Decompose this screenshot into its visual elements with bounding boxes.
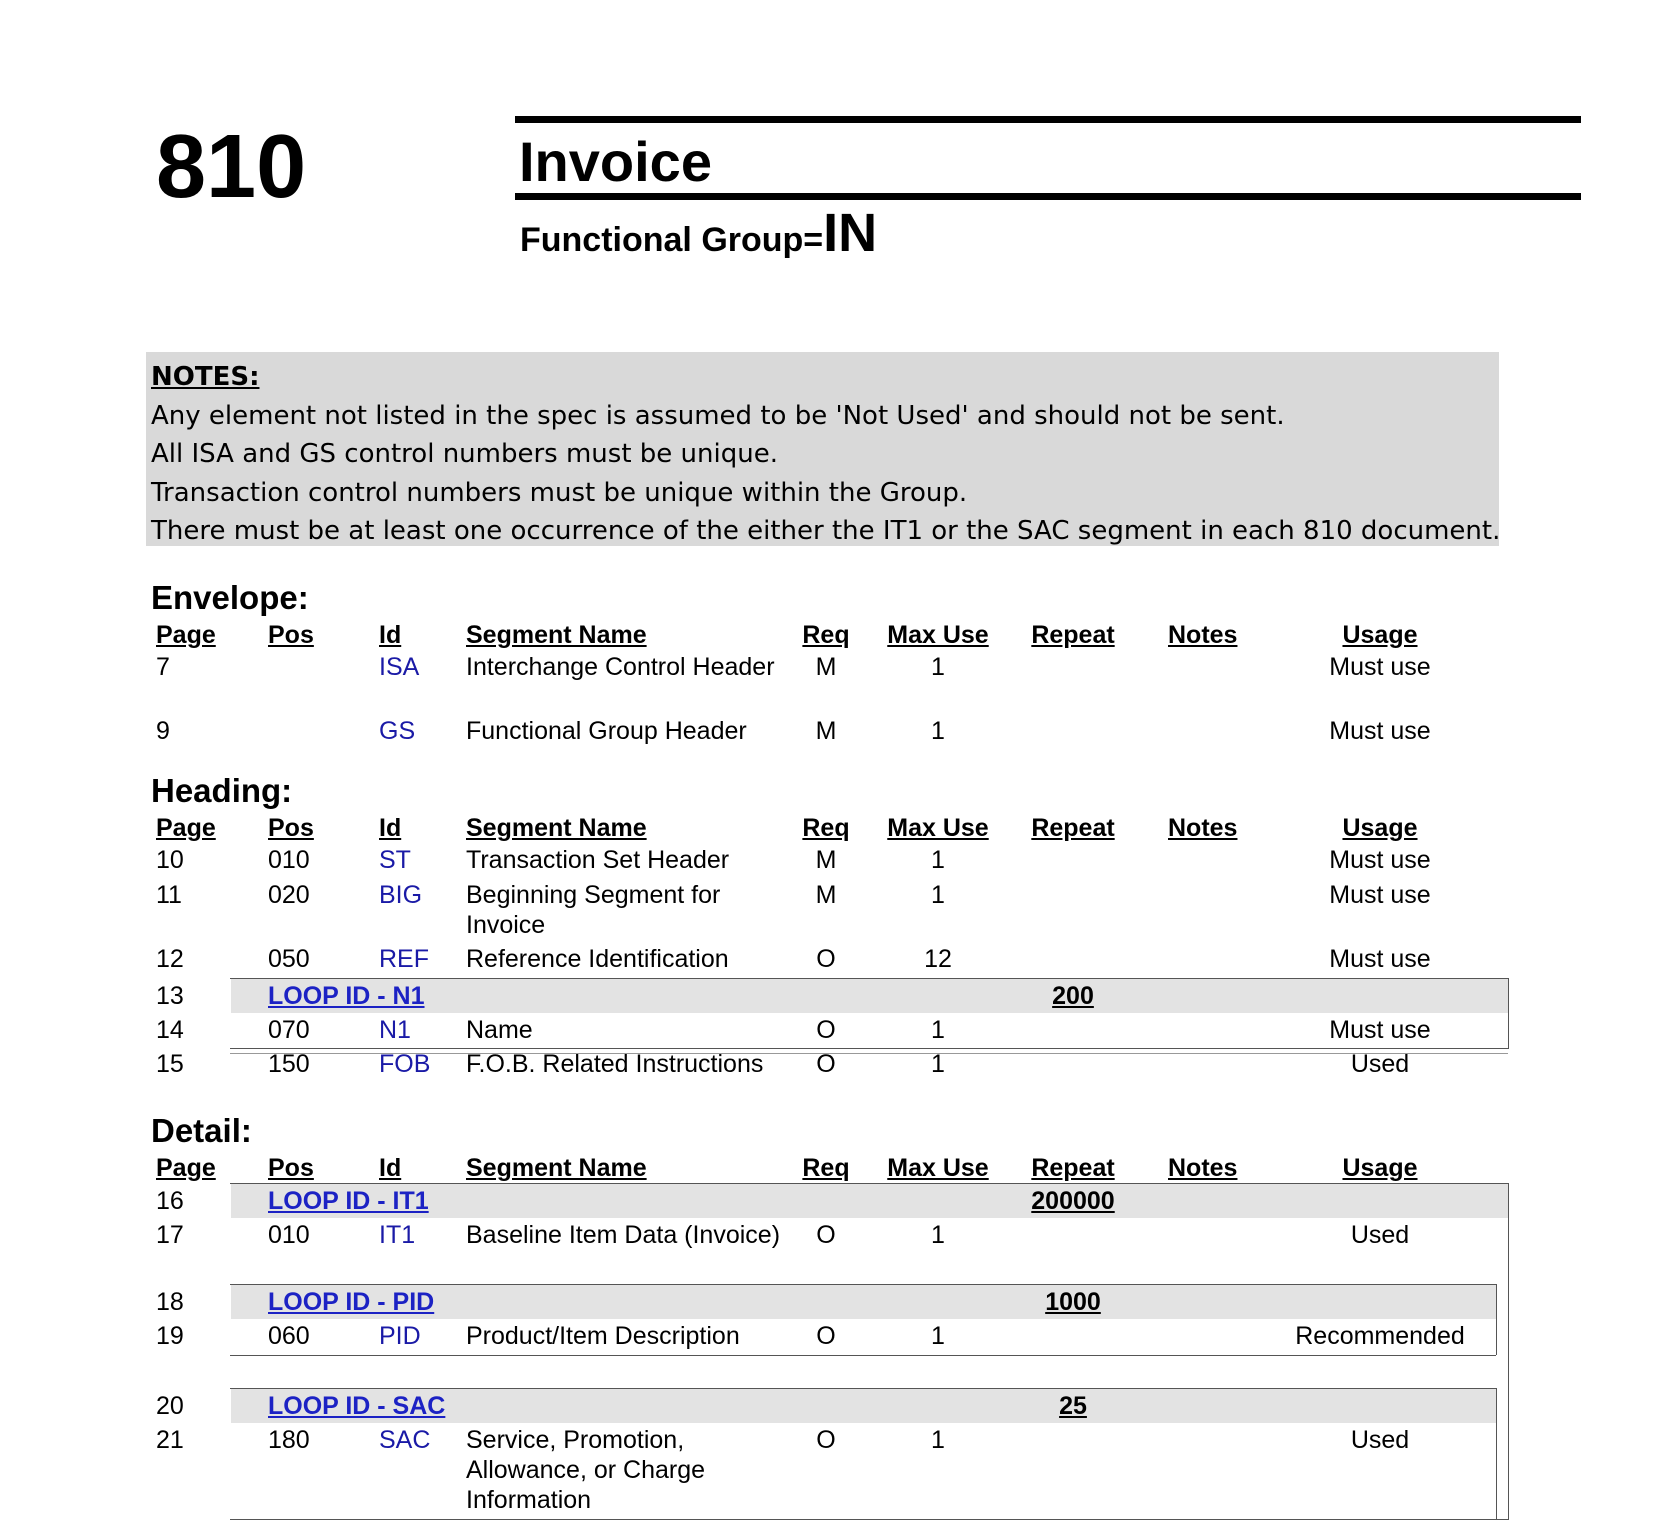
row-page: 13 (156, 982, 184, 1010)
loop-id-pid-link[interactable]: LOOP ID - PID (268, 1288, 435, 1316)
row-req: O (816, 1221, 836, 1249)
section-title-envelope: Envelope: (151, 579, 309, 616)
col-pos: Pos (268, 1154, 314, 1182)
table-row (0, 1321, 1677, 1351)
row-id-link[interactable]: ST (379, 846, 411, 874)
row-max-use: 1 (931, 1016, 945, 1044)
loop-border (1508, 978, 1509, 1049)
row-id-link[interactable]: IT1 (379, 1221, 416, 1249)
col-segment-name: Segment Name (466, 1154, 647, 1182)
row-page: 11 (156, 881, 182, 909)
row-id-link[interactable]: SAC (379, 1426, 431, 1454)
notes-title: NOTES: (151, 362, 260, 392)
row-max-use: 1 (931, 717, 945, 745)
col-max-use: Max Use (887, 1154, 989, 1182)
col-page: Page (156, 1154, 216, 1182)
row-id-link[interactable]: BIG (379, 881, 423, 909)
row-segment-name: F.O.B. Related Instructions (466, 1050, 764, 1078)
section-title-detail: Detail: (151, 1112, 252, 1149)
loop-row (0, 1287, 1677, 1317)
row-max-use: 1 (931, 1322, 945, 1350)
col-max-use: Max Use (887, 621, 989, 649)
col-req: Req (802, 814, 850, 842)
col-id: Id (379, 621, 402, 649)
row-page: 16 (156, 1187, 184, 1215)
row-max-use: 12 (924, 945, 952, 973)
row-usage: Used (1350, 1050, 1410, 1078)
row-usage: Used (1350, 1426, 1410, 1454)
functional-group (520, 203, 878, 263)
col-id: Id (379, 1154, 402, 1182)
row-segment-name: Name (466, 1016, 533, 1044)
col-id: Id (379, 814, 402, 842)
row-usage: Must use (1329, 881, 1431, 909)
table-row (0, 1015, 1677, 1045)
row-req: O (816, 945, 836, 973)
row-max-use: 1 (931, 1221, 945, 1249)
row-usage: Must use (1329, 846, 1431, 874)
row-pos: 150 (268, 1050, 310, 1078)
section-title-heading: Heading: (151, 772, 293, 809)
row-id-link[interactable]: REF (379, 945, 429, 973)
functional-group-value: IN (823, 203, 878, 263)
col-segment-name: Segment Name (466, 814, 647, 842)
col-usage: Usage (1342, 621, 1418, 649)
col-pos: Pos (268, 814, 314, 842)
row-page: 9 (156, 717, 170, 745)
document-title: Invoice (519, 130, 712, 193)
row-id-link[interactable]: GS (379, 717, 416, 745)
row-pos: 180 (268, 1426, 310, 1454)
col-page: Page (156, 621, 216, 649)
table-row (0, 845, 1677, 875)
loop-row (0, 1186, 1677, 1216)
table-row (0, 944, 1677, 974)
row-page: 15 (156, 1050, 184, 1078)
loop-id-sac-link[interactable]: LOOP ID - SAC (268, 1392, 446, 1420)
row-req: M (815, 653, 837, 681)
table-row (0, 880, 1677, 939)
loop-id-it1-link[interactable]: LOOP ID - IT1 (268, 1187, 429, 1215)
row-usage: Must use (1329, 1016, 1431, 1044)
row-req: M (815, 881, 837, 909)
row-segment-name: Reference Identification (466, 945, 729, 973)
col-notes: Notes (1168, 814, 1238, 842)
row-max-use: 1 (931, 846, 945, 874)
row-max-use: 1 (931, 1426, 945, 1454)
column-header-row (0, 813, 1677, 843)
row-req: O (816, 1016, 836, 1044)
row-usage: Must use (1329, 717, 1431, 745)
row-page: 10 (156, 846, 184, 874)
notes-line: Any element not listed in the spec is assumed to be 'Not Used' and should not be sent. (151, 400, 1285, 431)
row-segment-name: Interchange Control Header (466, 653, 775, 681)
table-row (0, 1049, 1677, 1079)
row-req: O (816, 1426, 836, 1454)
row-segment-name: Service, Promotion, Allowance, or Charge Information (466, 1426, 706, 1514)
row-max-use: 1 (931, 881, 945, 909)
col-usage: Usage (1342, 1154, 1418, 1182)
loop-repeat: 200000 (1031, 1187, 1115, 1215)
row-pos: 020 (268, 881, 310, 909)
col-notes: Notes (1168, 621, 1238, 649)
col-repeat: Repeat (1031, 1154, 1115, 1182)
row-page: 14 (156, 1016, 184, 1044)
table-row (0, 716, 1677, 746)
row-id-link[interactable]: ISA (379, 653, 420, 681)
row-usage: Used (1350, 1221, 1410, 1249)
column-header-row (0, 620, 1677, 650)
row-usage: Recommended (1295, 1322, 1465, 1350)
row-page: 20 (156, 1392, 184, 1420)
table-row (0, 652, 1677, 682)
row-page: 21 (156, 1426, 184, 1454)
row-segment-name: Functional Group Header (466, 717, 747, 745)
functional-group-label: Functional Group= (520, 221, 824, 259)
row-req: O (816, 1322, 836, 1350)
row-pos: 060 (268, 1322, 310, 1350)
row-usage: Must use (1329, 653, 1431, 681)
loop-repeat: 1000 (1045, 1288, 1101, 1316)
row-segment-name: Product/Item Description (466, 1322, 740, 1350)
row-id-link[interactable]: N1 (379, 1016, 411, 1044)
col-notes: Notes (1168, 1154, 1238, 1182)
table-row (0, 1425, 1677, 1514)
row-req: O (816, 1050, 836, 1078)
row-page: 19 (156, 1322, 184, 1350)
row-page: 18 (156, 1288, 184, 1316)
notes-box (146, 352, 1499, 546)
row-req: M (815, 846, 837, 874)
column-header-row (0, 1153, 1677, 1183)
title-rule-bottom (515, 193, 1581, 200)
loop-border (230, 1519, 1508, 1520)
loop-repeat: 25 (1059, 1392, 1087, 1420)
table-row (0, 1220, 1677, 1250)
document-number: 810 (156, 117, 307, 217)
row-page: 12 (156, 945, 184, 973)
notes-line: Transaction control numbers must be unique within the Group. (151, 477, 968, 508)
col-segment-name: Segment Name (466, 621, 647, 649)
row-segment-name: Baseline Item Data (Invoice) (466, 1221, 781, 1249)
row-pos: 070 (268, 1016, 310, 1044)
loop-repeat: 200 (1052, 982, 1094, 1010)
row-page: 7 (156, 653, 170, 681)
row-pos: 050 (268, 945, 310, 973)
title-rule-top (515, 116, 1581, 123)
col-req: Req (802, 621, 850, 649)
row-max-use: 1 (931, 1050, 945, 1078)
row-usage: Must use (1329, 945, 1431, 973)
row-pos: 010 (268, 846, 310, 874)
notes-line: There must be at least one occurrence of the either the IT1 or the SAC segment in each 810 document. (151, 516, 1501, 546)
row-segment-name: Transaction Set Header (466, 846, 730, 874)
loop-id-n1-link[interactable]: LOOP ID - N1 (268, 982, 425, 1010)
row-id-link[interactable]: PID (379, 1322, 421, 1350)
row-segment-name: Beginning Segment for Invoice (466, 881, 721, 939)
col-req: Req (802, 1154, 850, 1182)
col-usage: Usage (1342, 814, 1418, 842)
col-pos: Pos (268, 621, 314, 649)
col-page: Page (156, 814, 216, 842)
loop-border (230, 1355, 1496, 1356)
row-pos: 010 (268, 1221, 310, 1249)
row-id-link[interactable]: FOB (379, 1050, 431, 1078)
row-req: M (815, 717, 837, 745)
col-repeat: Repeat (1031, 814, 1115, 842)
col-repeat: Repeat (1031, 621, 1115, 649)
loop-row (0, 981, 1677, 1011)
row-max-use: 1 (931, 653, 945, 681)
col-max-use: Max Use (887, 814, 989, 842)
notes-line: All ISA and GS control numbers must be unique. (151, 439, 778, 469)
loop-row (0, 1391, 1677, 1421)
row-page: 17 (156, 1221, 184, 1249)
